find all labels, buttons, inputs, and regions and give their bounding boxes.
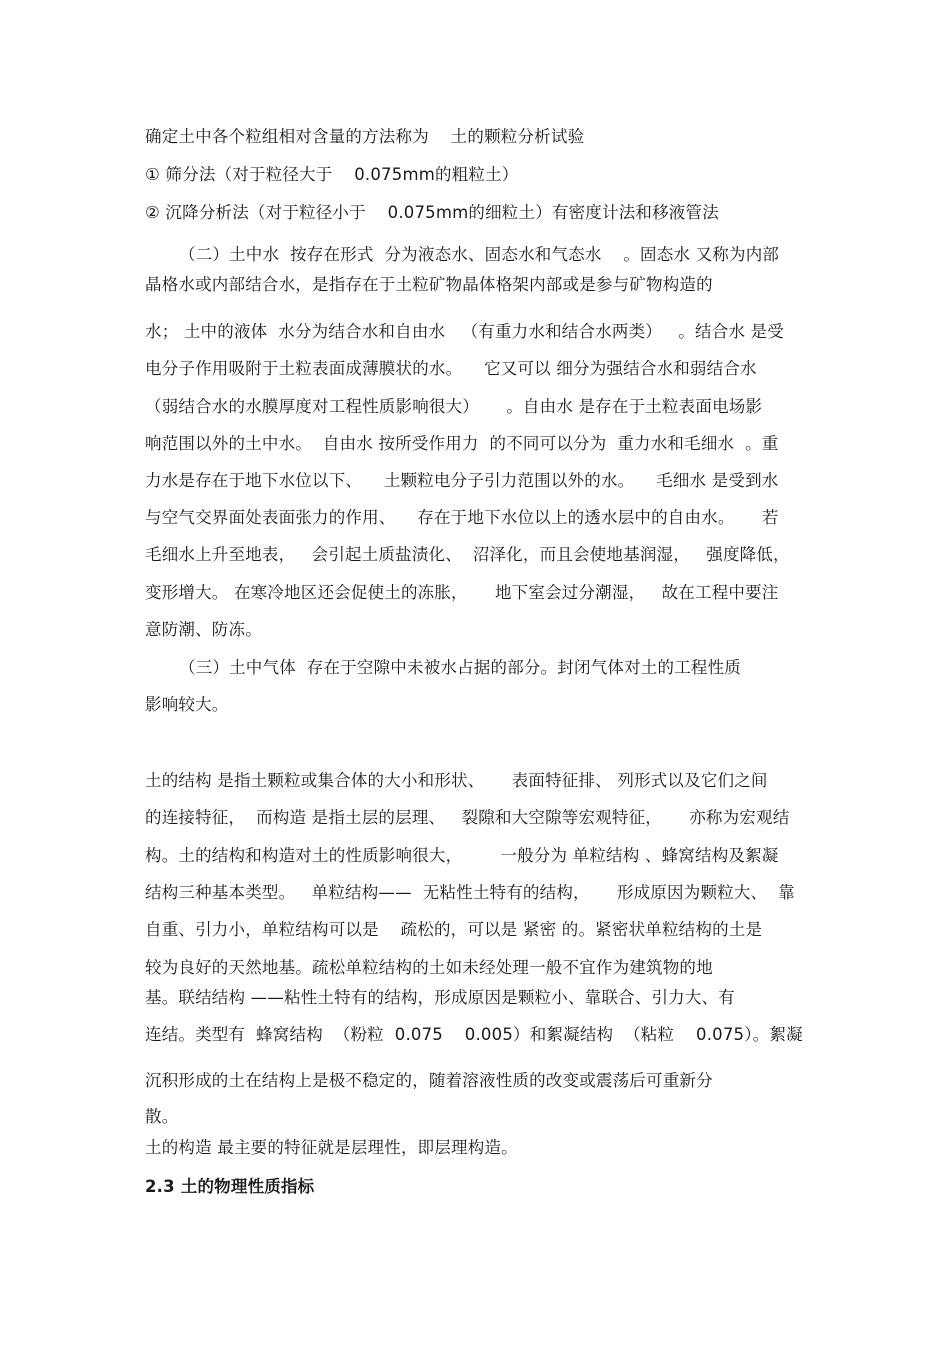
text-line: （三）土中气体 存在于空隙中未被水占据的部分。封闭气体对土的工程性质 — [179, 658, 741, 677]
text-line: 变形增大。 在寒冷地区还会促使土的冻胀， 地下室会过分潮湿， 故在工程中要注 — [145, 583, 779, 602]
list-item: ② 沉降分析法（对于粒径小于 0.075mm的细粒土）有密度计法和移液管法 — [145, 203, 719, 222]
text-line: 较为良好的天然地基。疏松单粒结构的土如未经处理一般不宜作为建筑物的地 — [145, 958, 713, 977]
text-line: 结构三种基本类型。 单粒结构—— 无粘性土特有的结构， 形成原因为颗粒大、 靠 — [145, 883, 795, 902]
text-line: 确定土中各个粒组相对含量的方法称为 土的颗粒分析试验 — [145, 127, 585, 146]
text-line: （弱结合水的水膜厚度对工程性质影响很大） 。自由水 是存在于土粒表面电场影 — [145, 397, 763, 416]
text-line: （二）土中水 按存在形式 分为液态水、固态水和气态水 。固态水 又称为内部 — [179, 245, 780, 264]
text-line: 的连接特征， 而构造 是指土层的层理、 裂隙和大空隙等宏观特征， 亦称为宏观结 — [145, 808, 790, 827]
text-line: 基。联结结构 ——粘性土特有的结构，形成原因是颗粒小、靠联合、引力大、有 — [145, 988, 735, 1007]
text-line: 响范围以外的土中水。 自由水 按所受作用力 的不同可以分为 重力水和毛细水 。重 — [145, 434, 779, 453]
text-line: 意防潮、防冻。 — [145, 620, 262, 639]
text-line: 构。土的结构和构造对土的性质影响很大， 一般分为 单粒结构 、蜂窝结构及絮凝 — [145, 846, 779, 865]
text-line: 电分子作用吸附于土粒表面成薄膜状的水。 它又可以 细分为强结合水和弱结合水 — [145, 359, 757, 378]
text-line: 沉积形成的土在结构上是极不稳定的，随着溶液性质的改变或震荡后可重新分 — [145, 1071, 713, 1090]
text-line: 晶格水或内部结合水，是指存在于土粒矿物晶体格架内部或是参与矿物构造的 — [145, 275, 713, 294]
text-line: 土的构造 最主要的特征就是层理性，即层理构造。 — [145, 1138, 518, 1157]
section-heading: 2.3 土的物理性质指标 — [145, 1177, 315, 1196]
text-line: 自重、引力小，单粒结构可以是 疏松的，可以是 紧密 的。紧密状单粒结构的土是 — [145, 920, 763, 939]
text-line: 土的结构 是指土颗粒或集合体的大小和形状、 表面特征排、 列形式以及它们之间 — [145, 771, 768, 790]
text-line: 与空气交界面处表面张力的作用、 存在于地下水位以上的透水层中的自由水。 若 — [145, 508, 779, 527]
text-line: 力水是存在于地下水位以下、 土颗粒电分子引力范围以外的水。 毛细水 是受到水 — [145, 471, 779, 490]
text-line: 连结。类型有 蜂窝结构 （粉粒 0.075 0.005）和絮凝结构 （粘粒 0.075）。絮凝 — [145, 1025, 803, 1044]
text-line: 水； 土中的液体 水分为结合水和自由水 （有重力水和结合水两类） 。结合水 是受 — [145, 322, 784, 341]
list-item: ① 筛分法（对于粒径大于 0.075mm的粗粒土） — [145, 165, 519, 184]
text-line: 毛细水上升至地表， 会引起土质盐渍化、 沼泽化，而且会使地基润湿， 强度降低， — [145, 545, 790, 564]
text-line: 影响较大。 — [145, 695, 229, 714]
text-line: 散。 — [145, 1107, 179, 1126]
